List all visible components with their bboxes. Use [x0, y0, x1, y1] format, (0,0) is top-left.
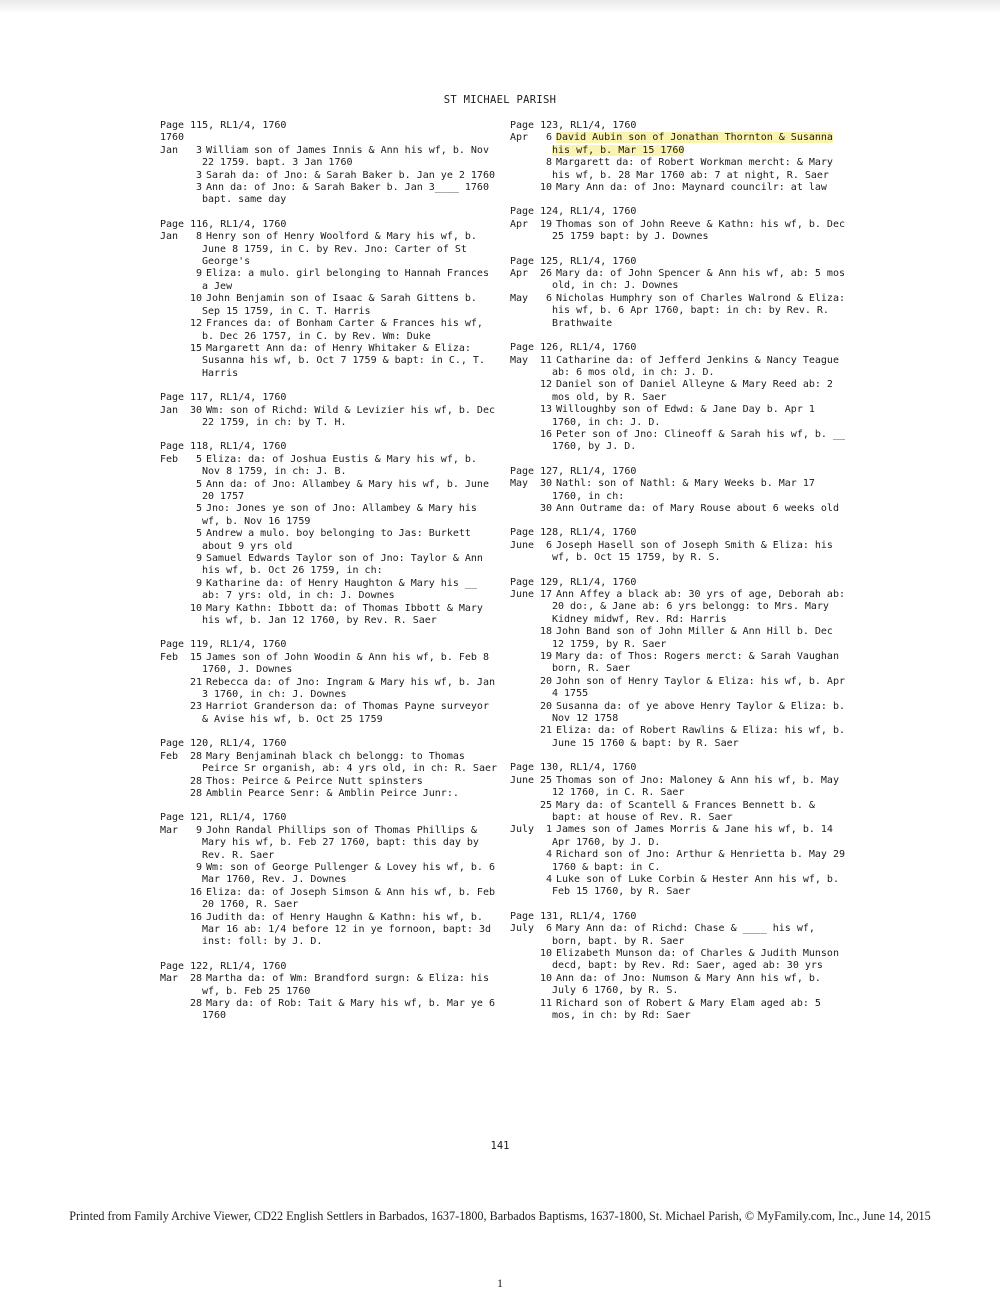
register-page-heading: Page 127, RL1/4, 1760 [510, 465, 637, 477]
register-page-heading: Page 129, RL1/4, 1760 [510, 576, 637, 588]
entry-month: Feb [160, 453, 179, 465]
register-page-block [510, 256, 845, 330]
left-column [160, 120, 500, 1035]
entry-month: July [510, 824, 535, 836]
entry-day: 1 [545, 824, 552, 836]
baptism-entry [160, 479, 500, 504]
register-page-block [510, 762, 845, 898]
entry-day: 9 [195, 861, 202, 873]
baptism-entry [160, 170, 500, 182]
register-page-block [510, 911, 845, 1023]
entry-text: Joseph Hasell son of Joseph Smith & Eliza: his wf, b. Oct 15 1759, by R. S. [552, 539, 833, 564]
baptism-entry [160, 603, 500, 628]
baptism-entry [510, 589, 845, 626]
baptism-entry [160, 231, 500, 268]
entry-text: Ann da: of Jno: & Sarah Baker b. Jan 3____ 1760 bapt. same day [202, 182, 489, 206]
entry-text: John Randal Phillips son of Thomas Phillips & Mary his wf, b. Feb 27 1760, bapt: this day by Rev. R. Saer [202, 824, 479, 861]
baptism-entry [160, 318, 500, 343]
entry-day: 9 [195, 553, 202, 564]
entry-text: Amblin Pearce Senr: & Amblin Peirce Junr:. [206, 787, 459, 799]
entry-day: 5 [195, 478, 202, 490]
baptism-entry [510, 478, 845, 503]
entry-text: Richard son of Jno: Arthur & Henrietta b. May 29 1760 & bapt: in C. [552, 849, 845, 873]
entry-day: 17 [540, 589, 553, 600]
baptism-entry [160, 405, 500, 430]
baptism-entry [160, 145, 500, 170]
entry-text: Thomas son of Jno: Maloney & Ann his wf, b. May 12 1760, in C. R. Saer [552, 774, 839, 799]
baptism-entry [160, 788, 500, 800]
register-page-heading: Page 118, RL1/4, 1760 [160, 441, 287, 453]
baptism-entry [510, 293, 845, 330]
register-page-block [510, 206, 845, 243]
entry-day: 3 [195, 182, 202, 194]
entry-day: 12 [190, 318, 203, 330]
entry-day: 23 [190, 701, 203, 713]
entry-day: 28 [190, 998, 203, 1009]
entry-text: John Band son of John Miller & Ann Hill b. Dec 12 1759, by R. Saer [552, 626, 833, 650]
baptism-entry [160, 652, 500, 677]
baptism-entry [160, 677, 500, 702]
entry-text: Harriot Granderson da: of Thomas Payne surveyor & Avise his wf, b. Oct 25 1759 [202, 701, 489, 725]
entry-text: Katharine da: of Henry Haughton & Mary his __ ab: 7 yrs: old, in ch: J. Downes [202, 577, 477, 602]
entry-month: July [510, 923, 535, 935]
entry-day: 11 [540, 997, 553, 1009]
register-page-block [160, 812, 500, 948]
entry-month: Jan [160, 404, 179, 416]
entry-text: Margarett Ann da: of Henry Whitaker & Eliza: Susanna his wf, b. Oct 7 1759 & bapt: in C., T. Harris [202, 342, 485, 379]
entry-day: 9 [195, 268, 202, 280]
register-page-heading: Page 124, RL1/4, 1760 [510, 206, 637, 218]
entry-text: Mary Benjaminah black ch belongg: to Thomas Peirce Sr organish, ab: 4 yrs old, in ch: R. Saer [202, 750, 498, 775]
baptism-entry [510, 676, 845, 701]
entry-day: 8 [545, 157, 552, 169]
register-page-block [510, 342, 845, 454]
entry-text: Elizabeth Munson da: of Charles & Judith Munson decd, bapt: by Rev. Rd: Saer, aged ab: 30 yrs [552, 947, 839, 972]
entry-text: Sarah da: of Jno: & Sarah Baker b. Jan ye 2 1760 [206, 169, 495, 181]
entry-text: Frances da: of Bonham Carter & Frances his wf, b. Dec 26 1757, in C. by Rev. Wm: Duke [202, 318, 483, 342]
entry-text: Luke son of Luke Corbin & Hester Ann his wf, b. Feb 15 1760, by R. Saer [552, 873, 839, 898]
entry-month: May [510, 478, 529, 490]
baptism-entry [510, 651, 845, 676]
entry-text: Samuel Edwards Taylor son of Jno: Taylor & Ann his wf, b. Oct 26 1759, in ch: [202, 553, 483, 577]
entry-day: 10 [540, 972, 553, 984]
baptism-entry [510, 626, 845, 651]
register-page-heading: Page 125, RL1/4, 1760 [510, 255, 637, 267]
entry-text: John son of Henry Taylor & Eliza: his wf, b. Apr 4 1755 [552, 675, 845, 700]
baptism-entry [160, 751, 500, 776]
entry-text: Rebecca da: of Jno: Ingram & Mary his wf, b. Jan 3 1760, in ch: J. Downes [202, 676, 495, 701]
entry-text: James son of James Morris & Jane his wf, b. 14 Apr 1760, by J. D. [552, 824, 833, 848]
baptism-entry [510, 404, 845, 429]
baptism-entry [510, 379, 845, 404]
entry-month: Apr [510, 218, 529, 230]
entry-month: Feb [160, 750, 179, 762]
footer-page-number: 1 [497, 1276, 503, 1290]
entry-day: 10 [540, 182, 553, 194]
entry-day: 25 [540, 799, 553, 811]
entry-text: Ann da: of Jno: Numson & Mary Ann his wf, b. July 6 1760, by R. S. [552, 972, 821, 997]
entry-text: Richard son of Robert & Mary Elam aged ab: 5 mos, in ch: by Rd: Saer [552, 997, 821, 1021]
baptism-entry [510, 219, 845, 244]
baptism-entry [510, 725, 845, 750]
register-page-heading: Page 126, RL1/4, 1760 [510, 342, 637, 354]
baptism-entry [160, 503, 500, 528]
baptism-entry [160, 182, 500, 207]
entry-day: 6 [545, 923, 552, 935]
entry-day: 5 [195, 528, 202, 540]
entry-text: Daniel son of Daniel Alleyne & Mary Reed ab: 2 mos old, by R. Saer [552, 379, 833, 403]
baptism-entry [510, 503, 845, 515]
baptism-entry [160, 887, 500, 912]
baptism-entry [510, 429, 845, 454]
entry-text: William son of James Innis & Ann his wf, b. Nov 22 1759. bapt. 3 Jan 1760 [202, 144, 489, 169]
register-page-block [510, 466, 845, 516]
entry-text: Mary da: of Thos: Rogers merct: & Sarah Vaughan born, R. Saer [552, 651, 839, 675]
baptism-entry [510, 849, 845, 874]
entry-text: Peter son of Jno: Clineoff & Sarah his wf, b. __ 1760, by J. D. [552, 428, 845, 453]
entry-month: Apr [510, 132, 529, 144]
entry-text: Margarett da: of Robert Workman mercht: & Mary his wf, b. 28 Mar 1760 ab: 7 at night, R. Saer [552, 157, 833, 181]
entry-day: 6 [545, 292, 552, 304]
entry-text: Henry son of Henry Woolford & Mary his wf, b. June 8 1759, in C. by Rev. Jno: Carter of St George's [202, 231, 477, 268]
entry-text: Mary da: of Scantell & Frances Bennett b. & bapt: at house of Rev. R. Saer [552, 799, 815, 823]
baptism-entry [510, 355, 845, 380]
baptism-entry [160, 701, 500, 726]
entry-text: Willoughby son of Edwd: & Jane Day b. Apr 1 1760, in ch: J. D. [552, 404, 815, 428]
baptism-entry [510, 775, 845, 800]
entry-day: 10 [190, 602, 203, 614]
baptism-entry [160, 528, 500, 553]
entry-day: 12 [540, 379, 553, 391]
baptism-entry [160, 776, 500, 788]
entry-text: Mary da: of John Spencer & Ann his wf, ab: 5 mos old, in ch: J. Downes [552, 268, 845, 292]
baptism-entry [160, 825, 500, 862]
baptism-entry [160, 553, 500, 578]
entry-day: 10 [190, 293, 203, 305]
entry-text: Eliza: da: of Joshua Eustis & Mary his wf, b. Nov 8 1759, in ch: J. B. [202, 453, 477, 478]
entry-day: 30 [540, 478, 553, 490]
entry-text: Mary da: of Rob: Tait & Mary his wf, b. Mar ye 6 1760 [202, 998, 495, 1022]
entry-text: Thos: Peirce & Peirce Nutt spinsters [206, 775, 423, 787]
highlighted-entry-text: David Aubin son of Jonathan Thornton & Susanna his wf, b. Mar 15 1760 [552, 132, 833, 156]
register-page-heading: Page 128, RL1/4, 1760 [510, 527, 637, 539]
entry-day: 28 [190, 775, 203, 787]
entry-day: 19 [540, 651, 553, 663]
register-year: 1760 [160, 132, 185, 144]
register-page-block [160, 441, 500, 627]
entry-day: 3 [195, 169, 202, 181]
entry-text: Thomas son of John Reeve & Kathn: his wf, b. Dec 25 1759 bapt: by J. Downes [552, 218, 845, 243]
entry-day: 6 [545, 539, 552, 551]
register-page-heading: Page 121, RL1/4, 1760 [160, 812, 287, 824]
register-page-heading: Page 130, RL1/4, 1760 [510, 762, 637, 774]
register-page-block [510, 527, 845, 564]
entry-day: 18 [540, 626, 553, 638]
baptism-entry [160, 454, 500, 479]
entry-day: 5 [195, 453, 202, 465]
register-page-block [510, 120, 845, 194]
entry-month: June [510, 539, 535, 551]
register-page-block [160, 639, 500, 726]
page-header: ST MICHAEL PARISH [443, 94, 557, 106]
register-page-block [160, 120, 500, 207]
entry-month: Feb [160, 651, 179, 663]
baptism-entry [510, 874, 845, 899]
entry-month: Mar [160, 824, 179, 836]
baptism-entry [160, 578, 500, 603]
entry-text: Andrew a mulo. boy belonging to Jas: Burkett about 9 yrs old [202, 528, 471, 552]
entry-day: 15 [190, 342, 203, 354]
entry-day: 11 [540, 354, 553, 366]
entry-text: Mary Ann da: of Richd: Chase & ____ his wf, born, bapt. by R. Saer [552, 923, 815, 947]
entry-month: June [510, 774, 535, 786]
entry-day: 16 [540, 428, 553, 440]
right-column [510, 120, 845, 1034]
baptism-entry [510, 701, 845, 726]
register-page-heading: Page 115, RL1/4, 1760 [160, 120, 287, 131]
register-page-heading: Page 123, RL1/4, 1760 [510, 120, 637, 131]
entry-text: Nicholas Humphry son of Charles Walrond & Eliza: his wf, b. 6 Apr 1760, bapt: in ch: by Rev. R. Brathwaite [552, 292, 845, 329]
entry-month: June [510, 589, 535, 600]
baptism-entry [160, 912, 500, 949]
baptism-entry [160, 862, 500, 887]
register-page-heading: Page 122, RL1/4, 1760 [160, 960, 287, 972]
entry-text: Wm: son of George Pullenger & Lovey his wf, b. 6 Mar 1760, Rev. J. Downes [202, 861, 495, 886]
register-page-block [160, 961, 500, 1023]
baptism-entry [160, 998, 500, 1023]
entry-text: Catharine da: of Jefferd Jenkins & Nancy Teague ab: 6 mos old, in ch: J. D. [552, 354, 839, 378]
entry-text: Eliza: da: of Joseph Simson & Ann his wf, b. Feb 20 1760, R. Saer [202, 886, 495, 911]
baptism-entry [160, 293, 500, 318]
baptism-entry [510, 182, 845, 194]
baptism-entry [510, 132, 845, 157]
baptism-entry [160, 973, 500, 998]
entry-day: 16 [190, 911, 203, 923]
entry-month: Jan [160, 231, 179, 243]
entry-day: 25 [540, 774, 553, 786]
entry-text: Eliza: a mulo. girl belonging to Hannah Frances a Jew [202, 268, 489, 292]
register-page-heading: Page 119, RL1/4, 1760 [160, 639, 287, 651]
entry-month: May [510, 292, 529, 304]
entry-day: 20 [540, 700, 553, 712]
entry-day: 30 [190, 404, 203, 416]
baptism-entry [510, 948, 845, 973]
entry-text: Mary Ann da: of Jno: Maynard councilr: at law [556, 182, 827, 194]
entry-day: 26 [540, 268, 553, 280]
register-page-heading: Page 120, RL1/4, 1760 [160, 738, 287, 750]
register-page-heading: Page 117, RL1/4, 1760 [160, 392, 287, 404]
entry-day: 4 [545, 873, 552, 885]
entry-day: 28 [190, 787, 203, 799]
register-page-block [160, 738, 500, 800]
entry-month: Jan [160, 144, 179, 156]
entry-text: Ann da: of Jno: Allambey & Mary his wf, b. June 20 1757 [202, 478, 489, 502]
baptism-entry [510, 268, 845, 293]
entry-day: 19 [540, 218, 553, 230]
baptism-entry [510, 973, 845, 998]
entry-day: 30 [540, 502, 553, 514]
entry-day: 10 [540, 947, 553, 959]
register-page-heading: Page 116, RL1/4, 1760 [160, 218, 287, 230]
entry-text: James son of John Woodin & Ann his wf, b. Feb 8 1760, J. Downes [202, 651, 489, 676]
entry-day: 21 [190, 676, 203, 688]
baptism-entry [510, 998, 845, 1023]
entry-month: May [510, 354, 529, 366]
entry-text: Wm: son of Richd: Wild & Levizier his wf, b. Dec 22 1759, in ch: by T. H. [202, 404, 495, 428]
entry-text: Nathl: son of Nathl: & Mary Weeks b. Mar 17 1760, in ch: [552, 478, 815, 502]
entry-day: 4 [545, 849, 552, 861]
register-page-block [160, 392, 500, 429]
entry-day: 21 [540, 725, 553, 737]
entry-day: 6 [545, 132, 552, 144]
entry-month: Apr [510, 268, 529, 280]
entry-text: Martha da: of Wm: Brandford surgn: & Eliza: his wf, b. Feb 25 1760 [202, 973, 489, 997]
entry-day: 8 [195, 231, 202, 243]
entry-text: Jno: Jones ye son of Jno: Allambey & Mary his wf, b. Nov 16 1759 [202, 503, 477, 527]
entry-text: Ann Affey a black ab: 30 yrs of age, Deborah ab: 20 do:, & Jane ab: 6 yrs belongg: to Mrs. Mary Kidney midwf, Rev. Rd: Harris [552, 589, 845, 625]
page-number: 141 [490, 1140, 510, 1152]
entry-text: Mary Kathn: Ibbott da: of Thomas Ibbott & Mary his wf, b. Jan 12 1760, by Rev. R. Saer [202, 602, 483, 627]
entry-text: Ann Outrame da: of Mary Rouse about 6 weeks old [556, 502, 839, 514]
entry-day: 15 [190, 651, 203, 663]
entry-day: 16 [190, 886, 203, 898]
baptism-entry [160, 343, 500, 380]
entry-day: 5 [195, 503, 202, 515]
entry-day: 28 [190, 750, 203, 762]
register-page-heading: Page 131, RL1/4, 1760 [510, 910, 637, 922]
entry-day: 9 [195, 577, 202, 589]
entry-day: 9 [195, 824, 202, 836]
print-footer: Printed from Family Archive Viewer, CD22 English Settlers in Barbados, 1637-1800, Barbados Baptisms, 1637-1800, St. Michael Parish, © MyFamily.com, Inc., June 14, 2015 [69, 1209, 931, 1223]
baptism-entry [510, 157, 845, 182]
baptism-entry [510, 824, 845, 849]
entry-month: Mar [160, 973, 179, 985]
baptism-entry [510, 923, 845, 948]
register-page-block [160, 219, 500, 380]
entry-day: 20 [540, 675, 553, 687]
entry-text: Judith da: of Henry Haughn & Kathn: his wf, b. Mar 16 ab: 1/4 before 12 in ye fornoon, bapt: 3d inst: foll: by J. D. [202, 911, 491, 948]
entry-text: John Benjamin son of Isaac & Sarah Gittens b. Sep 15 1759, in C. T. Harris [202, 293, 477, 317]
baptism-entry [160, 268, 500, 293]
entry-text: Susanna da: of ye above Henry Taylor & Eliza: b. Nov 12 1758 [552, 700, 845, 725]
entry-text: Eliza: da: of Robert Rawlins & Eliza: his wf, b. June 15 1760 & bapt: by R. Saer [552, 725, 845, 749]
entry-day: 13 [540, 404, 553, 416]
baptism-entry [510, 800, 845, 825]
baptism-entry [510, 540, 845, 565]
register-page-block [510, 577, 845, 751]
entry-day: 28 [190, 973, 203, 985]
entry-day: 3 [195, 144, 202, 156]
scan-top-edge [0, 0, 1000, 14]
